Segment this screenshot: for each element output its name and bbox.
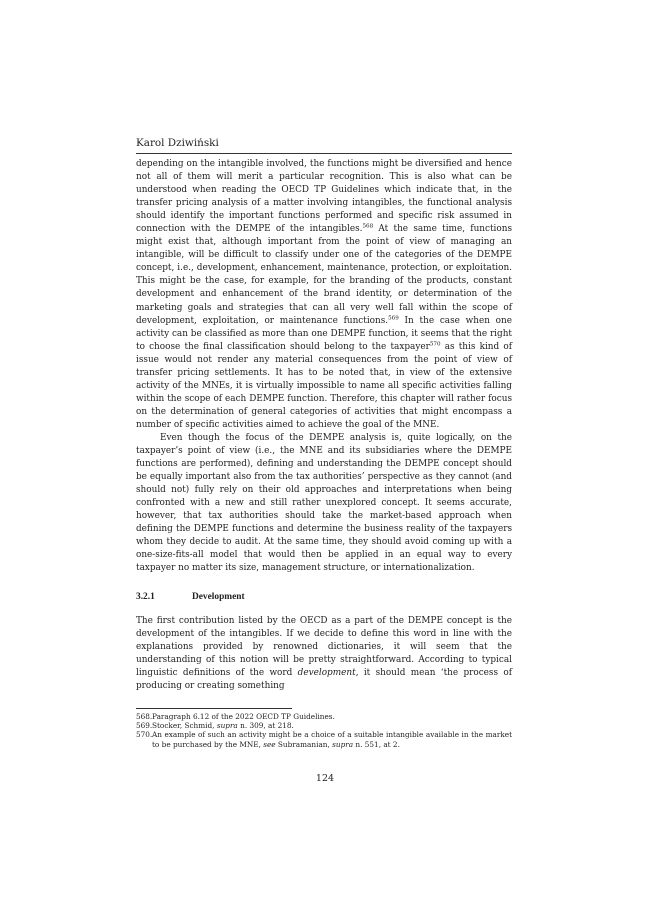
footnote-text: Paragraph 6.12 of the 2022 OECD TP Guidelines. <box>152 712 335 721</box>
footnote-number: 568. <box>136 712 153 721</box>
footnote-ref-569[interactable]: 569 <box>388 315 399 322</box>
footnotes <box>136 712 512 749</box>
footnote-ref-570[interactable]: 570 <box>429 341 441 348</box>
text-run: Stocker, Schmid, <box>152 721 217 731</box>
page-number: 124 <box>315 773 335 784</box>
footnote-ref-568[interactable]: 568 <box>362 223 374 230</box>
section-number: 3.2.1 <box>136 591 155 602</box>
footnote-569 <box>136 721 512 730</box>
text-run: In the case when one activity can be classified as more than one DEMPE function, it seems that the right to choose the final classification should belong to the taxpayer <box>136 315 512 352</box>
text-run: , it should mean ‘the process of producing or creating something <box>136 667 512 691</box>
text-run: as this kind of issue would not render any material consequences from the point of view of transfer pricing settlements. It has to be noted that, in view of the extensive activity of the MNEs, it is virtually impossible to name all specific activities falling within the scope of each DEMPE function. Therefore, this chapter will rather focus on the determination of general categories of activities that might encompass a number of specific activities aimed to achieve the goal of the MNE. <box>136 341 513 430</box>
footnote-568 <box>136 712 512 721</box>
text-run: Subramanian, <box>275 739 333 749</box>
body-paragraph-3 <box>136 615 512 693</box>
text-run: An example of such an activity might be a choice of a suitable intangible available in the market to be purchased by the MNE, <box>152 730 512 749</box>
page-body <box>136 137 512 693</box>
emphasis: supra <box>216 721 238 731</box>
footnote-text <box>152 721 512 730</box>
section-title: Development <box>192 591 245 602</box>
footnote-570 <box>136 730 512 748</box>
emphasis: supra <box>332 739 354 749</box>
body-paragraph-1 <box>136 158 512 432</box>
footnote-text <box>152 730 512 748</box>
section-heading <box>136 592 512 602</box>
footnote-number: 569. <box>136 721 153 731</box>
text-run: n. 309, at 218. <box>237 721 294 731</box>
emphasis: see <box>263 739 276 749</box>
header-rule <box>136 153 512 154</box>
text-run: The first contribution listed by the OECD as a part of the DEMPE concept is the development of the intangibles. If we decide to define this word in line with the explanations provided by renowned dictionaries, it will seem that the understanding of this notion will be pretty straightforward. According to typical linguistic definitions of the word <box>136 615 512 678</box>
body-paragraph-2: Even though the focus of the DEMPE analysis is, quite logically, on the taxpayer’s point of view (i.e., the MNE and its subsidiaries where the DEMPE functions are performed), defining and understanding the DEMPE concept should be equally important also from the tax authorities’ perspective as they cannot (and should not) fully rely on their old approaches and interpretations when being confronted with a new and still rather unexplored concept. It seems accurate, however, that tax authorities should take the market-based approach when defining the DEMPE functions and determine the business reality of the taxpayers whom they decide to audit. At the same time, they should avoid coming up with a one-size-fits-all model that would then be applied in an equal way to every taxpayer no matter its size, management structure, or internationalization. <box>136 432 512 574</box>
footnote-rule <box>136 708 292 709</box>
text-run: At the same time, functions might exist that, although important from the point of view of managing an intangible, will be difficult to classify under one of the categories of the DEMPE concept, i.e., development, enhancement, maintenance, protection, or exploitation. This might be the case, for example, for the branding of the products, constant development and enhancement of the brand identity, or determination of the marketing goals and strategies that can all very well fall within the scope of development, exploitation, or maintenance functions. <box>136 224 513 326</box>
emphasis: development <box>297 667 356 678</box>
text-run: n. 551, at 2. <box>353 739 400 749</box>
text-run: depending on the intangible involved, the functions might be diversified and hence not all of them will merit a particular recognition. This is also what can be understood when reading the OECD TP Guidelines which indicate that, in the transfer pricing analysis of a matter involving intangibles, the functional analysis should identify the important functions performed and specific risk assumed in connection with the DEMPE of the intangibles. <box>136 159 512 235</box>
running-head-author: Karol Dziwiński <box>136 137 219 149</box>
footnote-number: 570. <box>136 730 153 740</box>
